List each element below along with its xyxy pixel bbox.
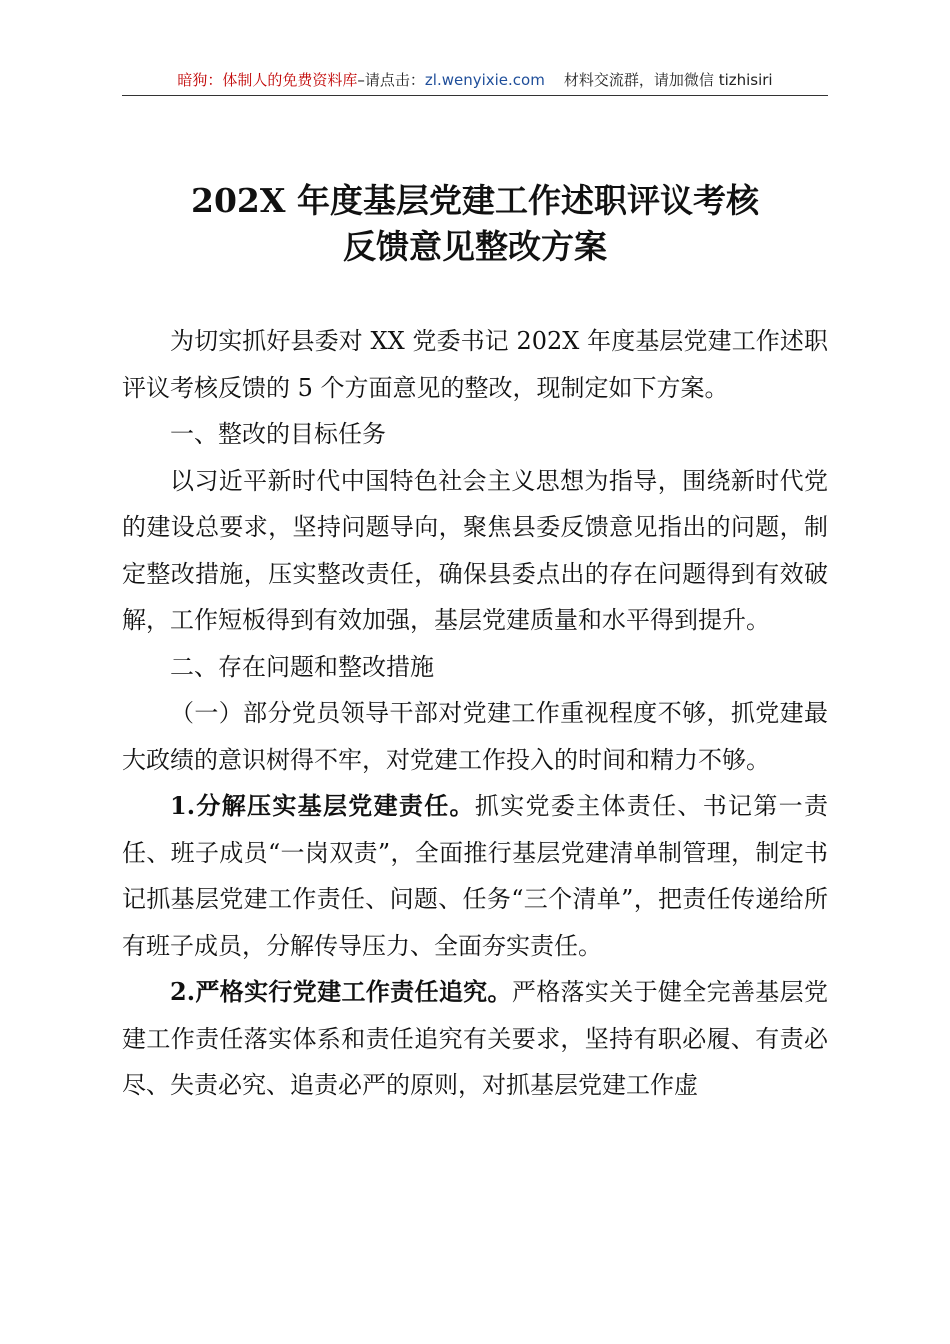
document-body <box>122 318 828 1109</box>
intro-paragraph: 为切实抓好县委对 XX 党委书记 202X 年度基层党建工作述职评议考核反馈的 5 个方面意见的整改，现制定如下方案。 <box>122 327 828 402</box>
section-1-heading: 一、整改的目标任务 <box>170 420 386 448</box>
issue-1-paragraph: （一）部分党员领导干部对党建工作重视程度不够，抓党建最大政绩的意识树得不牢，对党建工作投入的时间和精力不够。 <box>122 699 828 774</box>
page-header <box>122 70 828 90</box>
title-line-1: 202X 年度基层党建工作述职评议考核 <box>191 181 759 220</box>
section-1-paragraph: 以习近平新时代中国特色社会主义思想为指导，围绕新时代党的建设总要求，坚持问题导向，聚焦县委反馈意见指出的问题，制定整改措施，压实整改责任，确保县委点出的存在问题得到有效破解，工作短板得到有效加强，基层党建质量和水平得到提升。 <box>122 466 828 634</box>
title-line-2: 反馈意见整改方案 <box>343 227 607 266</box>
measure-2-text: 严格落实关于健全完善基层党建工作责任落实体系和责任追究有关要求，坚持有职必履、有责必尽、失责必究、追责必严的原则，对抓基层党建工作虚 <box>122 978 828 1099</box>
header-divider <box>122 95 828 96</box>
measure-1-paragraph <box>122 783 828 969</box>
measure-2-paragraph <box>122 969 828 1109</box>
document-title <box>122 178 828 270</box>
header-brand: 暗狗：体制人的免费资料库 <box>177 71 358 89</box>
measure-1-text: 抓实党委主体责任、书记第一责任、班子成员“一岗双责”，全面推行基层党建清单制管理，制定书记抓基层党建工作责任、问题、任务“三个清单”，把责任传递给所有班子成员，分解传导压力、全面夯实责任。 <box>122 792 829 960</box>
header-wechat: 材料交流群，请加微信 tizhisiri <box>563 71 773 89</box>
measure-2-title: 2.严格实行党建工作责任追究。 <box>170 977 512 1006</box>
header-url-link[interactable]: zl.wenyixie.com <box>424 71 545 89</box>
header-click-label: –请点击： <box>357 71 425 89</box>
section-2-heading: 二、存在问题和整改措施 <box>170 652 434 681</box>
measure-1-title: 1.分解压实基层党建责任。 <box>170 791 475 820</box>
